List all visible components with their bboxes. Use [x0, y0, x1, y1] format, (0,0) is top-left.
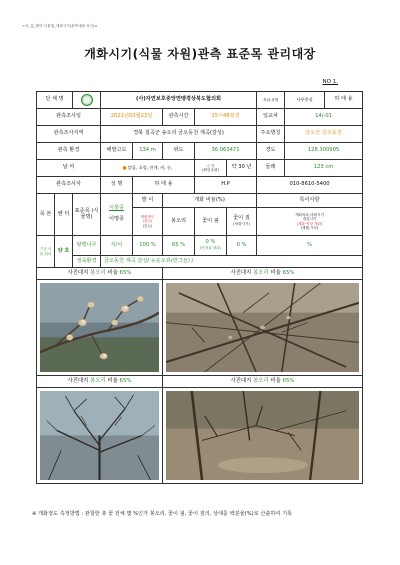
photo-cell-2 — [163, 280, 363, 376]
habitat-value: 금오동천 계곡 갈성/ 능운오류(반그늘) / — [101, 256, 363, 268]
observer-phone: 010-8610-5400 — [257, 177, 363, 194]
row-fall: 0 % — [227, 236, 257, 256]
photo-3-prefix: 사진대지 — [67, 378, 89, 385]
age-label — [195, 160, 227, 177]
row-bloom — [195, 236, 227, 256]
habitat-row — [37, 256, 363, 268]
col-head-rate: 개화 비율(%) — [163, 194, 257, 208]
daily-range-label: 일교차 — [257, 109, 285, 126]
org-seal-icon — [81, 94, 93, 106]
env-label: 관측 환경 — [37, 143, 101, 160]
col-head-bloom: 꽃이 핌 — [195, 208, 227, 236]
row-degree: 100 % — [133, 236, 163, 256]
photo-row-1 — [37, 280, 363, 376]
weather-mark: ■ — [122, 164, 127, 170]
photo-3-word: 봉오리 — [90, 378, 106, 385]
photo-2-word: 봉오리 — [253, 270, 269, 277]
row-bloom-sub: (만개율 개화) — [199, 245, 222, 250]
photo-label-3 — [37, 376, 163, 388]
row-tree: 기준 식물 위치 — [37, 236, 55, 268]
daily-range-value: 14/-01 — [285, 109, 363, 126]
latitude-value: 36.063471 — [195, 143, 257, 160]
photo-4-prefix: 사진대지 — [230, 378, 252, 385]
data-row — [37, 236, 363, 256]
photo-cell-4 — [163, 388, 363, 484]
env-row — [37, 143, 363, 160]
photo-1-rate: 65% — [119, 270, 132, 277]
col-head-degree — [133, 208, 163, 236]
row-notes: % — [257, 236, 363, 256]
observer-name-label: 성 명 — [101, 177, 133, 194]
org-name: (사)자연보호중앙연맹경상북도협의회 — [101, 92, 257, 109]
notes-sub-3: (개화 이상 개화) — [296, 221, 323, 226]
col-head-fall-b: (낙화시기) — [233, 221, 250, 226]
col-head-degree-b: (잎눈) — [142, 223, 153, 228]
photo-1-rate-label: 비율 — [107, 270, 118, 277]
org-person: 하 태 용 — [325, 92, 363, 109]
photo-label-4 — [163, 376, 363, 388]
date-value: 2021년03월23일 — [101, 109, 163, 126]
region-row — [37, 126, 363, 143]
col-head-center: 쎈 터 — [55, 194, 73, 236]
weather-row — [37, 160, 363, 177]
form-code-note: <식_설_협약 식물형_개화시기(관측대장 서식)> — [22, 24, 98, 28]
forest-branches-photo — [166, 283, 359, 372]
age-label-text: 수 명 — [206, 163, 215, 168]
org-label: 단 체 명 — [37, 92, 73, 109]
mount-value: 금오산 금오동천 — [285, 126, 363, 143]
longitude-value: 128.300905 — [285, 143, 363, 160]
weather-value — [101, 160, 195, 177]
col-head-type — [101, 194, 133, 236]
girth-label: 둘레 — [257, 160, 285, 177]
col-head-fall-a: 꽃이 짐 — [233, 214, 250, 221]
mount-label: 주요명칭 — [257, 126, 285, 143]
photo-cell-1 — [37, 280, 163, 376]
photo-3-rate-label: 비율 — [107, 378, 118, 385]
row-bloom-value: 0 % — [205, 238, 216, 245]
photo-4-word: 봉오리 — [253, 378, 269, 385]
weather-label: 날 씨 — [37, 160, 101, 177]
region-label: 관측조사지역 — [37, 126, 101, 143]
col-head-type-a: 식물종 — [108, 204, 125, 211]
header-row-1 — [37, 194, 363, 208]
bare-tree-photo — [40, 391, 159, 480]
age-value: 약 30 년 — [227, 160, 257, 177]
cherry-blossom-bud-photo — [40, 283, 159, 372]
photo-label-row-1 — [37, 268, 363, 280]
date-label: 관측조사일 — [37, 109, 101, 126]
habitat-label: 생육환경 — [73, 256, 101, 268]
col-head-type-b: 이명종 — [108, 216, 125, 223]
forest-floor-photo — [166, 391, 359, 480]
photo-1-prefix: 사진대지 — [67, 270, 89, 277]
photo-2-rate-label: 비율 — [270, 270, 281, 277]
measurement-footnote: ※ 개화정도 측정방법 : 관찰한 총 꽃 전체 몇 %인가 봉오리, 꽃이 핌, 꽃이 짐의, 상태를 백분율(%)로 산출하여 기록 — [32, 511, 293, 517]
notes-sub-1: 개화의욕,낙화시기 — [295, 213, 324, 218]
col-head-notes-sub — [257, 208, 363, 236]
notes-sub-2: 결실시기 — [302, 217, 317, 222]
document-number: NO 1. — [322, 79, 338, 85]
observer-name: 하 태 용 — [133, 177, 195, 194]
register-table — [36, 91, 363, 484]
photo-3-rate: 65% — [119, 378, 132, 385]
time-value: 15시48분경 — [195, 109, 257, 126]
photo-row-2 — [37, 388, 363, 484]
col-head-bud: 봉오리 — [163, 208, 195, 236]
latitude-label: 위도 — [163, 143, 195, 160]
photo-label-row-2 — [37, 376, 363, 388]
col-head-species: 표준목 (식물명) — [73, 194, 101, 236]
photo-2-prefix: 사진대지 — [230, 270, 252, 277]
col-head-fall — [227, 208, 257, 236]
col-head-degree-a: 개화정도 (꽃눈) — [140, 215, 155, 224]
weather-options: 맑음, 흐림, 안개, 비, 눈, — [127, 164, 173, 170]
photo-4-rate-label: 비율 — [270, 378, 281, 385]
observer-row — [37, 177, 363, 194]
observer-phone-label: H.P — [195, 177, 257, 194]
col-head-tree: 목 본 — [37, 194, 55, 236]
col-head-notes: 특이사항 — [257, 194, 363, 208]
photo-label-2 — [163, 268, 363, 280]
notes-sub-4: (생월,시모) — [300, 225, 319, 230]
row-bud: 65 % — [163, 236, 195, 256]
longitude-label: 경도 — [257, 143, 285, 160]
observer-label: 관측조사자 — [37, 177, 101, 194]
org-role-label: 직위,성명 — [257, 92, 285, 109]
date-row — [37, 109, 363, 126]
photo-cell-3 — [37, 388, 163, 484]
photo-label-1 — [37, 268, 163, 280]
col-head-sprout: 발 이 — [133, 194, 163, 208]
org-seal — [73, 92, 101, 109]
girth-value: 123 cm — [285, 160, 363, 177]
time-label: 관측시간 — [163, 109, 195, 126]
document-title: 개화시기(식물 자원)관측 표준목 관리대장 — [84, 47, 316, 61]
altitude-value: 134 m — [133, 143, 163, 160]
photo-4-rate: 65% — [282, 378, 295, 385]
org-row — [37, 92, 363, 109]
row-center: 양 호 — [55, 236, 73, 268]
photo-2-rate: 65% — [282, 270, 295, 277]
region-value: 경북 칠곡군 송오리 금오동천 계곡(갈성) — [101, 126, 257, 143]
row-type: 식/이 — [101, 236, 133, 256]
row-species: 왕벚나무 — [73, 236, 101, 256]
org-role: 사무총장 — [285, 92, 325, 109]
age-label-sub: (확인수령) — [202, 168, 219, 172]
altitude-label: 해발고도 — [101, 143, 133, 160]
photo-1-word: 봉오리 — [90, 270, 106, 277]
